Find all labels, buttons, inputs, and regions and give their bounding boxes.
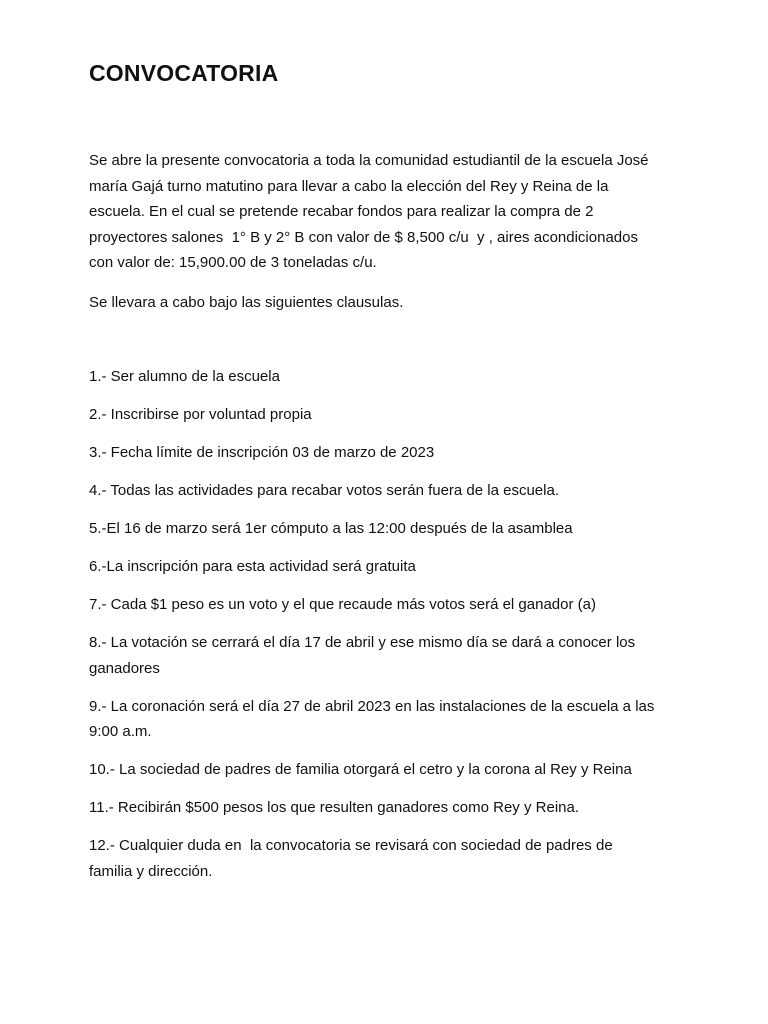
clausulas-intro: Se llevara a cabo bajo las siguientes clausulas. xyxy=(89,293,404,311)
list-item: 5.-El 16 de marzo será 1er cómputo a las 12:00 después de la asamblea xyxy=(89,520,573,537)
list-item: 12.- Cualquier duda en la convocatoria se revisará con sociedad de padres de familia y dirección. xyxy=(89,837,613,880)
clausulas-list xyxy=(89,364,699,884)
list-item: 7.- Cada $1 peso es un voto y el que recaude más votos será el ganador (a) xyxy=(89,596,596,613)
document-page xyxy=(89,58,699,897)
list-item: 3.- Fecha límite de inscripción 03 de marzo de 2023 xyxy=(89,444,435,461)
document-title: CONVOCATORIA xyxy=(89,60,279,86)
list-item: 2.- Inscribirse por voluntad propia xyxy=(89,406,312,423)
list-item: 10.- La sociedad de padres de familia otorgará el cetro y la corona al Rey y Reina xyxy=(89,761,632,778)
list-item: 4.- Todas las actividades para recabar votos serán fuera de la escuela. xyxy=(89,482,559,499)
list-item: 9.- La coronación será el día 27 de abril 2023 en las instalaciones de la escuela a las 9:00 a.m. xyxy=(89,697,655,740)
intro-paragraph: Se abre la presente convocatoria a toda la comunidad estudiantil de la escuela José maría Gajá turno matutino para llevar a cabo la elección del Rey y Reina de la escuela. En el cual se pretende recabar fondos para realizar la compra de 2 proyectores salones 1° B y 2° B con valor de $ 8,500 c/u y , aires acondicionados con valor de: 15,900.00 de 3 toneladas c/u. xyxy=(89,152,649,271)
list-item: 8.- La votación se cerrará el día 17 de abril y ese mismo día se dará a conocer los ganadores xyxy=(89,634,636,677)
list-item: 11.- Recibirán $500 pesos los que resulten ganadores como Rey y Reina. xyxy=(89,799,580,816)
list-item: 6.-La inscripción para esta actividad será gratuita xyxy=(89,558,416,575)
list-item: 1.- Ser alumno de la escuela xyxy=(89,368,280,385)
